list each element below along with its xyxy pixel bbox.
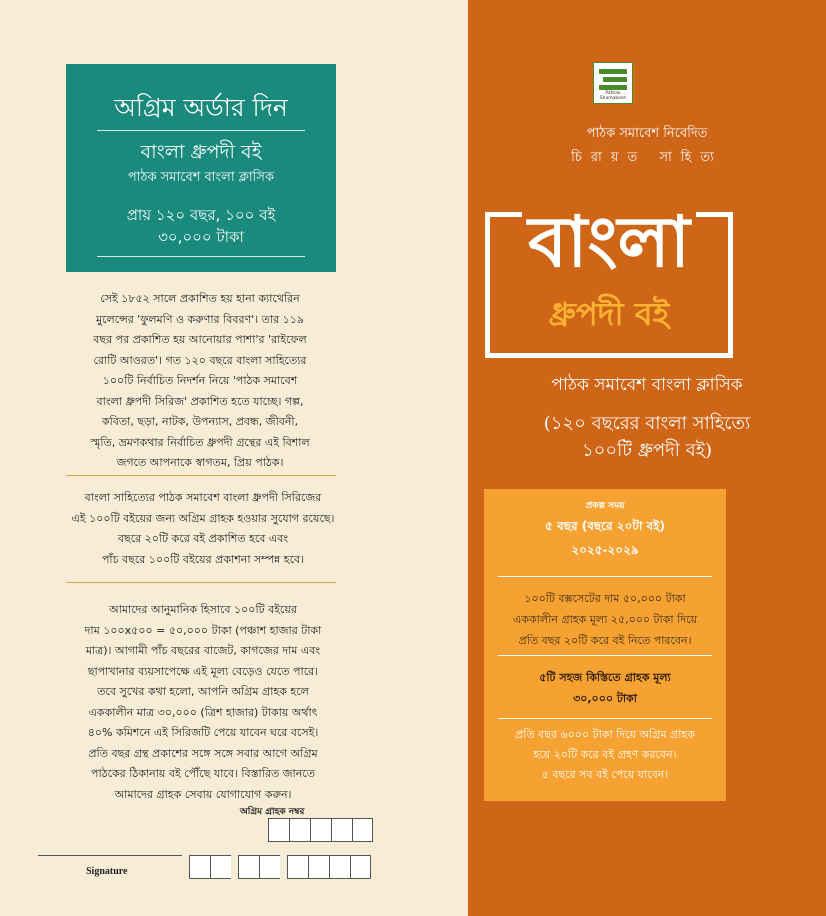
cover-subtitle: ধ্রুপদী বই [548,295,670,333]
boxset-price-text [484,588,726,651]
text-line: স্মৃতি, ভ্রমণকথার নির্বাচিত ধ্রুপদী গ্রন্থের এই বিশাল [90,435,310,449]
publisher-line-2: চিরায়ত সাহিত্য [571,150,723,165]
text-line: ১০০টি বক্সসেটের দাম ৫০,০০০ টাকা [524,592,686,605]
subscriber-number-label: অগ্রিম গ্রাহক নম্বর [240,807,305,817]
signature-label: Signature [86,866,128,877]
text-line: আমাদের গ্রাহক সেবায় যোগাযোগ করুন। [114,787,292,801]
text-line: ৫টি সহজ কিস্তিতে গ্রাহক মূল্য [539,671,671,684]
text-line: সেই ১৮৫২ সালে প্রকাশিত হয় হানা ক্যাথেরিন [100,292,300,305]
divider [498,718,712,719]
digit-box[interactable] [287,855,308,879]
text-line: ৪০% কমিশনে এই সিরিজটি পেয়ে যাবেন ঘরে বসেই। [87,726,319,739]
book-icon [603,77,627,82]
digit-box[interactable] [268,818,289,842]
divider [97,130,305,131]
text-line: প্রতি বছর ৬০০০ টাকা দিয়ে অগ্রিম গ্রাহক [515,728,695,741]
digit-box[interactable] [289,818,310,842]
digit-box[interactable] [331,818,352,842]
subscriber-number-boxes[interactable] [268,818,373,842]
digit-box[interactable] [238,855,259,879]
digit-box[interactable] [350,855,371,879]
series-subtitle: পাঠক সমাবেশ বাংলা ক্লাসিক [127,170,275,185]
text-line: বছরে ২০টি করে বই প্রকাশিত হবে এবং [117,532,289,545]
text-line: মাত্র)। আগামী পাঁচ বছরের বাজেট, কাগজের দাম এবং [85,644,321,657]
digit-box[interactable] [210,855,231,879]
project-years: ২০২৫-২০২৯ [571,543,639,557]
project-period-label: প্রকল্প সময় [585,501,625,511]
installment-text [484,667,726,709]
text-line: প্রতি বছর ২০টি করে বই নিতে পারবেন। [518,634,692,647]
preorder-box [66,64,336,272]
text-line: এককালীন মাত্র ৩০,০০০ (ত্রিশ হাজার) টাকায় অর্থাৎ [88,705,318,719]
series-description-line-1: (১২০ বছরের বাংলা সাহিত্যে [543,413,751,434]
signature-line[interactable] [38,855,182,856]
logo-text: Pathak Shamabesh [599,91,627,101]
series-description [468,410,826,464]
cover-title [485,196,733,288]
text-line: জগতে আপনাকে স্বাগতম, প্রিয় পাঠক। [116,456,284,469]
text-line: ৫ বছরে সব বই পেয়ে যাবেন। [541,768,669,781]
subscription-paragraph [44,488,362,570]
divider [498,655,712,656]
text-line: ৩০,০০০ টাকা [573,692,637,705]
text-line: রোটি আওরত'। গত ১২০ বছরে বাংলা সাহিত্যের [93,353,307,367]
publisher-line-1: পাঠক সমাবেশ নিবেদিত [586,126,708,141]
pricing-paragraph [50,600,356,805]
spacer [231,855,238,879]
digit-box[interactable] [259,855,280,879]
digit-box[interactable] [310,818,331,842]
text-line: হয়ে ২০টি করে বই গ্রহণ করবেন। [533,748,677,761]
series-heading: পাঠক সমাবেশ বাংলা ক্লাসিক [551,375,743,395]
text-line: পাঠকের ঠিকানায় বই পৌঁছে যাবে। বিস্তারিত জানতে [91,767,315,780]
divider [66,475,336,476]
digit-box[interactable] [308,855,329,879]
divider [66,582,336,583]
publisher-logo [593,62,633,104]
project-period: ৫ বছর (বছরে ২০টা বই) [545,519,665,533]
divider [498,576,712,577]
digit-box[interactable] [329,855,350,879]
digit-box[interactable] [352,818,373,842]
text-line: ছাপাখানার ব্যয়সাপেক্ষে এই মূল্য বেড়েও যেতে পারে। [87,664,319,678]
digit-box[interactable] [189,855,210,879]
yearly-plan-text [484,725,726,785]
price-summary [66,204,336,248]
divider [97,256,305,257]
text-line: পাঁচ বছরে ১০০টি বইয়ের প্রকাশনা সম্পন্ন হবে। [101,552,305,566]
text-line: কবিতা, ছড়া, নাটক, উপন্যাস, প্রবন্ধ, জীবনী, [101,415,299,428]
series-title: বাংলা ধ্রুপদী বই [140,141,262,163]
cover-title-text: বাংলা [522,200,696,283]
price-line-2: ৩০,০০০ টাকা [158,228,244,246]
book-icon [599,69,627,74]
text-line: দাম ১০০x৫০০ = ৫০,০০০ টাকা (পঞ্চাশ হাজার টাকা [84,623,322,637]
text-line: এই ১০০টি বইয়ের জন্য অগ্রিম গ্রাহক হওয়ার সুযোগ রয়েছে। [71,511,335,525]
series-description-line-2: ১০০টি ধ্রুপদী বই) [581,440,712,461]
price-line-1: প্রায় ১২০ বছর, ১০০ বই [126,206,276,224]
text-line: বাংলা ধ্রুপদী সিরিজ' প্রকাশিত হতে যাচ্ছে। গল্প, [96,394,304,408]
text-line: প্রতি বছর গ্রন্থ প্রকাশের সঙ্গে সঙ্গে সবার আগে অগ্রিম [88,746,318,760]
project-info-box [484,489,726,801]
text-line: তবে সুখের কথা হলো, আপনি অগ্রিম গ্রাহক হলে [97,685,309,698]
text-line: মুলেন্সের 'ফুলমণি ও করুণার বিবরণ'। তার ১১৯ [95,312,305,326]
text-line: বাংলা সাহিত্যের পাঠক সমাবেশ বাংলা ধ্রুপদী সিরিজের [84,491,322,504]
number-boxes-row[interactable] [189,855,371,879]
text-line: ১০০টি নির্বাচিত নিদর্শন নিয়ে 'পাঠক সমাবেশ [102,374,298,387]
text-line: বছর পর প্রকাশিত হয় আনোয়ার পাশা'র 'রাইফেল [93,333,307,346]
text-line: এককালীন গ্রাহক মূল্য ২৫,০০০ টাকা দিয়ে [513,613,697,626]
intro-paragraph [50,289,350,474]
spacer [280,855,287,879]
preorder-heading: অগ্রিম অর্ডার দিন [114,93,288,122]
book-icon [599,85,627,90]
text-line: আমাদের আনুমানিক হিসাবে ১০০টি বইয়ের [109,603,297,616]
